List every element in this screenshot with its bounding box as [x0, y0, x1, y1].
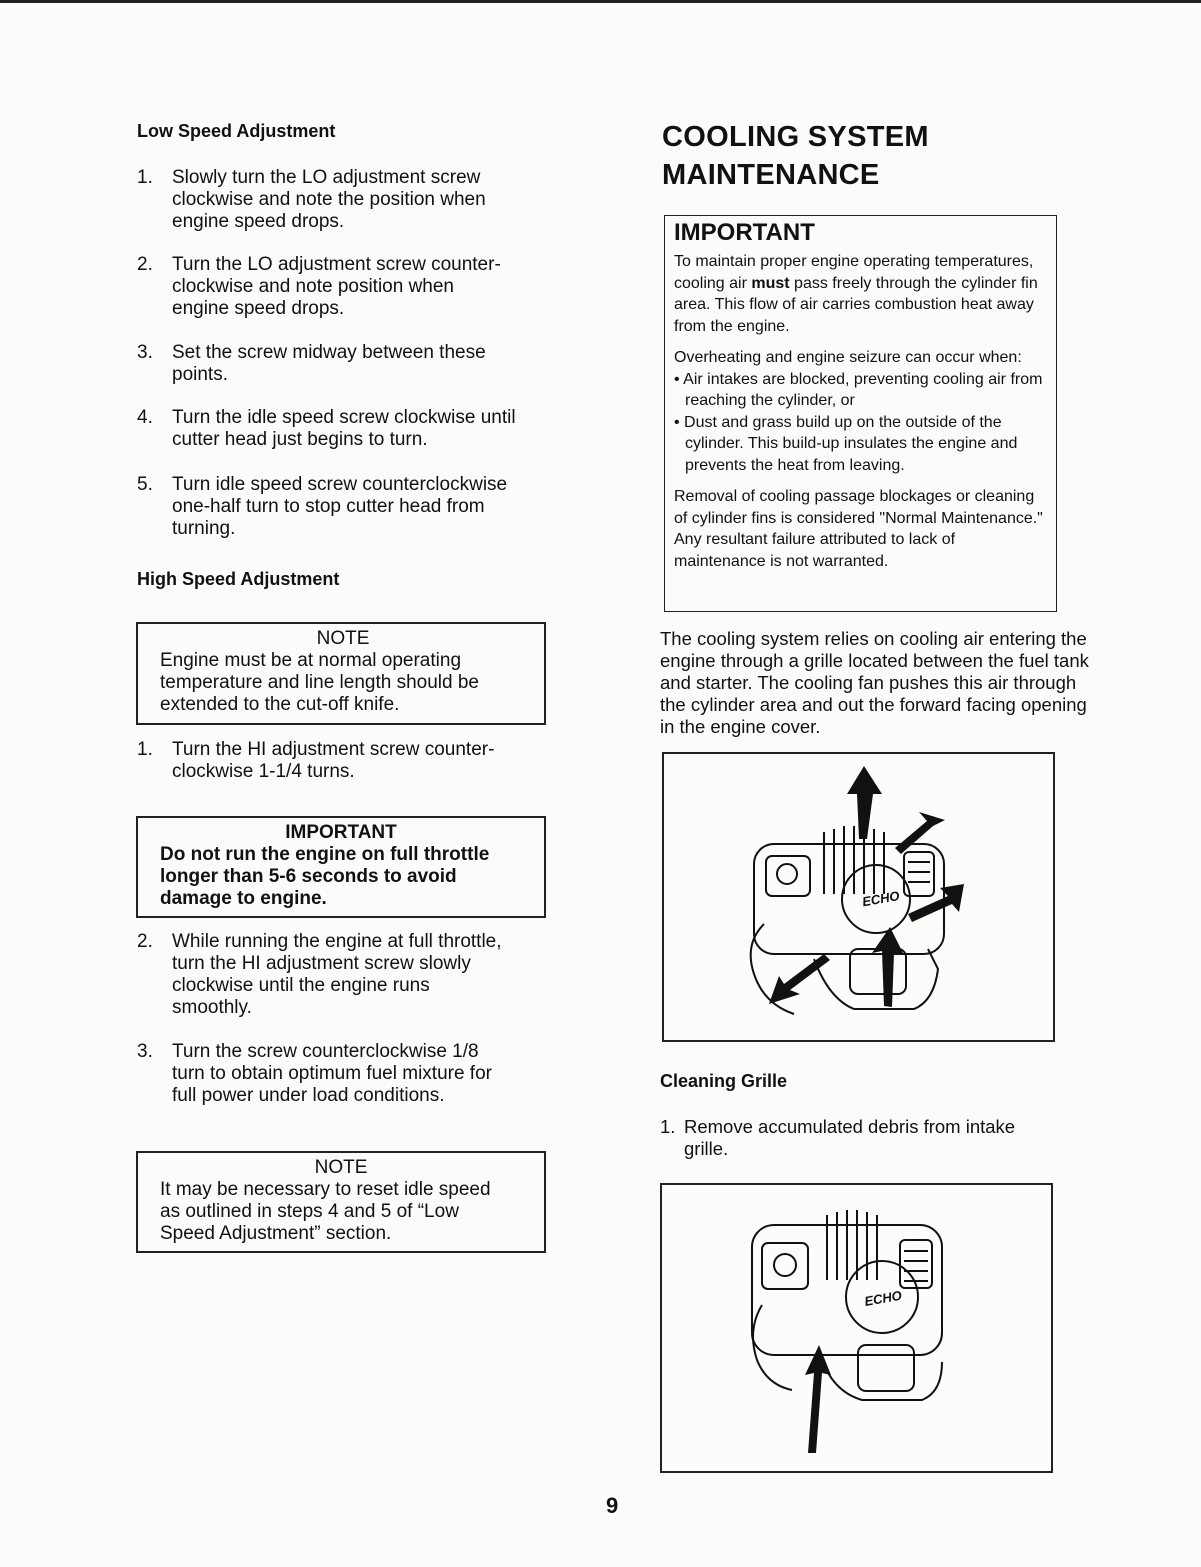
engine-cover: [822, 1360, 942, 1400]
important-paragraph-2: Overheating and engine seizure can occur when:: [674, 349, 1022, 366]
brand-logo-text: ECHO: [860, 888, 901, 910]
note-title: NOTE: [316, 628, 370, 649]
important-paragraph-1: To maintain proper engine operating temperatures, cooling air must pass freely through the cylinder fin area. This flow of air carries combustion heat away from the engine.: [674, 253, 1038, 335]
fuel-tank: [766, 856, 810, 896]
air-filter-cover: [858, 1345, 914, 1391]
engine-body: [754, 844, 944, 954]
engine-cover: [814, 949, 938, 1009]
note-title: NOTE: [314, 1157, 368, 1178]
list-item: • Dust and grass build up on the outside of the cylinder. This build-up insulates the engine and prevents the heat from leaving.: [674, 413, 1018, 474]
overheating-causes-list: [674, 369, 1046, 477]
list-item: • Air intakes are blocked, preventing cooling air from reaching the cylinder, or: [674, 370, 1043, 409]
arrow-in-icon: [908, 884, 964, 922]
grille-location-illustration: [662, 1185, 1051, 1471]
figure-engine-airflow: [662, 752, 1055, 1042]
high-speed-heading: High Speed Adjustment: [137, 569, 340, 589]
page-number: 9: [606, 1493, 619, 1518]
engine-airflow-illustration: [664, 754, 1053, 1040]
handle: [753, 1305, 792, 1390]
top-border-line: [0, 0, 1201, 3]
low-speed-heading: Low Speed Adjustment: [137, 121, 336, 141]
important-box-title: IMPORTANT: [674, 219, 815, 246]
cooling-description: The cooling system relies on cooling air entering the engine through a grille located between the fuel tank and starter. The cooling fan pushes this air through the cylinder area and out the forward facing opening in the engine cover.: [660, 628, 1089, 737]
arrow-right-icon: [895, 812, 945, 854]
fuel-cap: [777, 864, 797, 884]
cylinder-fins: [824, 826, 884, 894]
cylinder-fins: [827, 1210, 877, 1280]
figure-grille-location: [660, 1183, 1053, 1473]
section-title: COOLING SYSTEM MAINTENANCE: [662, 121, 929, 191]
arrow-up-icon: [847, 766, 882, 839]
arrow-grille-icon: [805, 1345, 831, 1453]
important-title: IMPORTANT: [285, 822, 397, 843]
note-box-idle-speed: NOTE It may be necessary to reset idle speed as outlined in steps 4 and 5 of “Low Speed Adjustment” section.: [136, 1151, 546, 1253]
brand-logo-text: ECHO: [863, 1287, 903, 1309]
air-filter-cover: [850, 949, 906, 994]
note-box-engine-temp: NOTE Engine must be at normal operating temperature and line length should be extended to the cut-off knife.: [136, 622, 546, 725]
cleaning-grille-heading: Cleaning Grille: [660, 1071, 788, 1091]
fuel-tank: [762, 1243, 808, 1289]
important-box-throttle: IMPORTANT Do not run the engine on full throttle longer than 5-6 seconds to avoid damage to engine.: [136, 816, 546, 918]
important-box-cooling: [664, 215, 1057, 612]
fuel-cap: [774, 1254, 796, 1276]
arrow-out-icon: [769, 954, 830, 1004]
important-paragraph-3: Removal of cooling passage blockages or cleaning of cylinder fins is considered "Normal Maintenance." Any resultant failure attributed to lack of maintenance is not warranted.: [674, 488, 1043, 570]
